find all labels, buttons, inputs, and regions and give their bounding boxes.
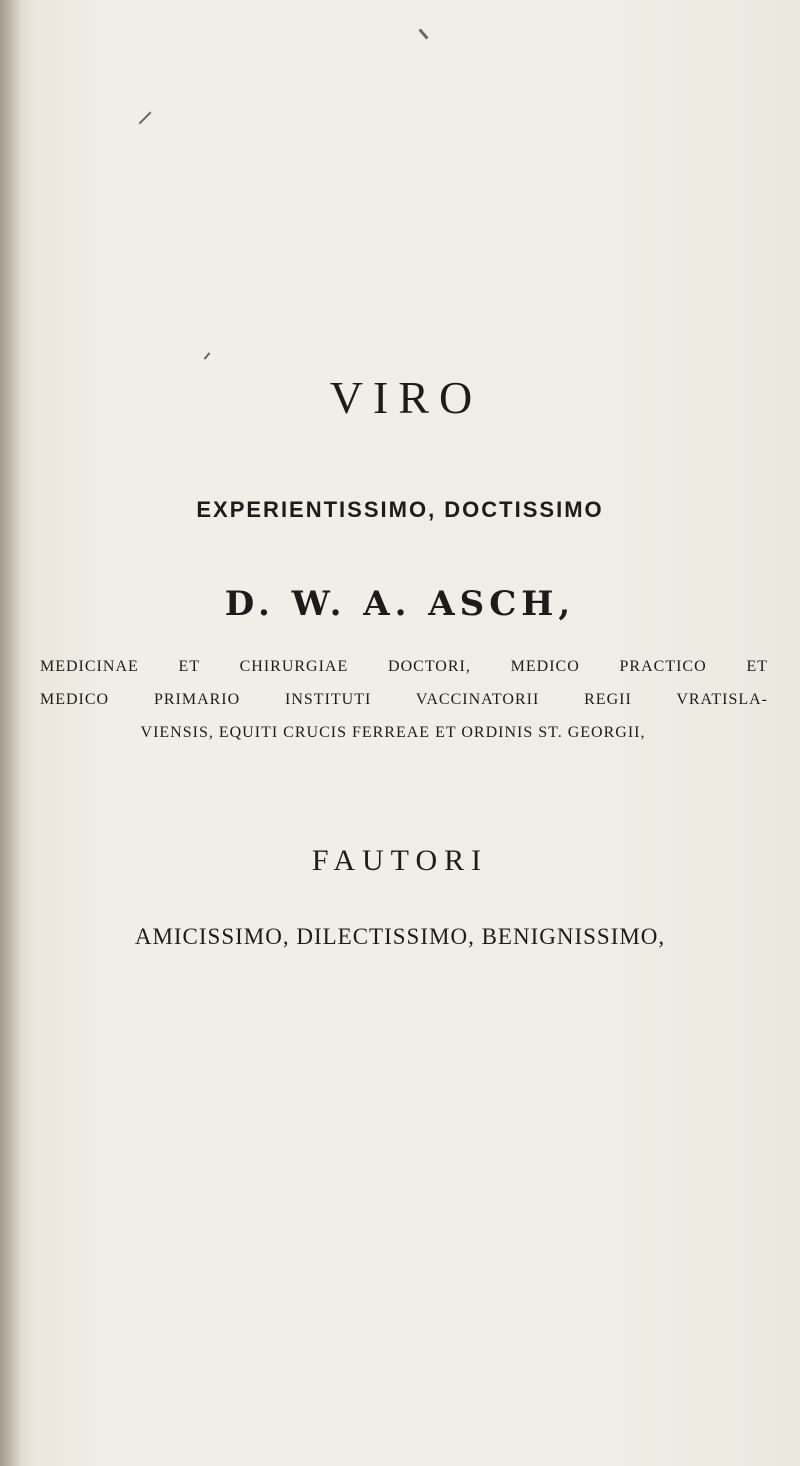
dedicatee-titles <box>40 650 768 749</box>
closing-epithets: AMICISSIMO, DILECTISSIMO, BENIGNISSIMO, <box>134 924 666 949</box>
patron-word: FAUTORI <box>311 844 489 877</box>
titles-line: VIENSIS, EQUITI CRUCIS FERREAE ET ORDINIS ST. GEORGII, <box>140 724 646 741</box>
dedicatee-name: D. W. A. ASCH, <box>224 584 576 624</box>
ink-speck <box>204 352 211 359</box>
ink-speck <box>139 112 152 125</box>
spine-shadow <box>0 0 22 1466</box>
titles-line: MEDICO PRIMARIO INSTITUTI VACCINATORII REGII VRATISLA- <box>40 691 768 708</box>
dedication-heading: VIRO <box>329 372 483 423</box>
dedication-superlatives: EXPERIENTISSIMO, DOCTISSIMO <box>196 497 604 522</box>
titles-line: MEDICINAE ET CHIRURGIAE DOCTORI, MEDICO PRACTICO ET <box>40 658 768 675</box>
ink-speck <box>418 28 428 39</box>
